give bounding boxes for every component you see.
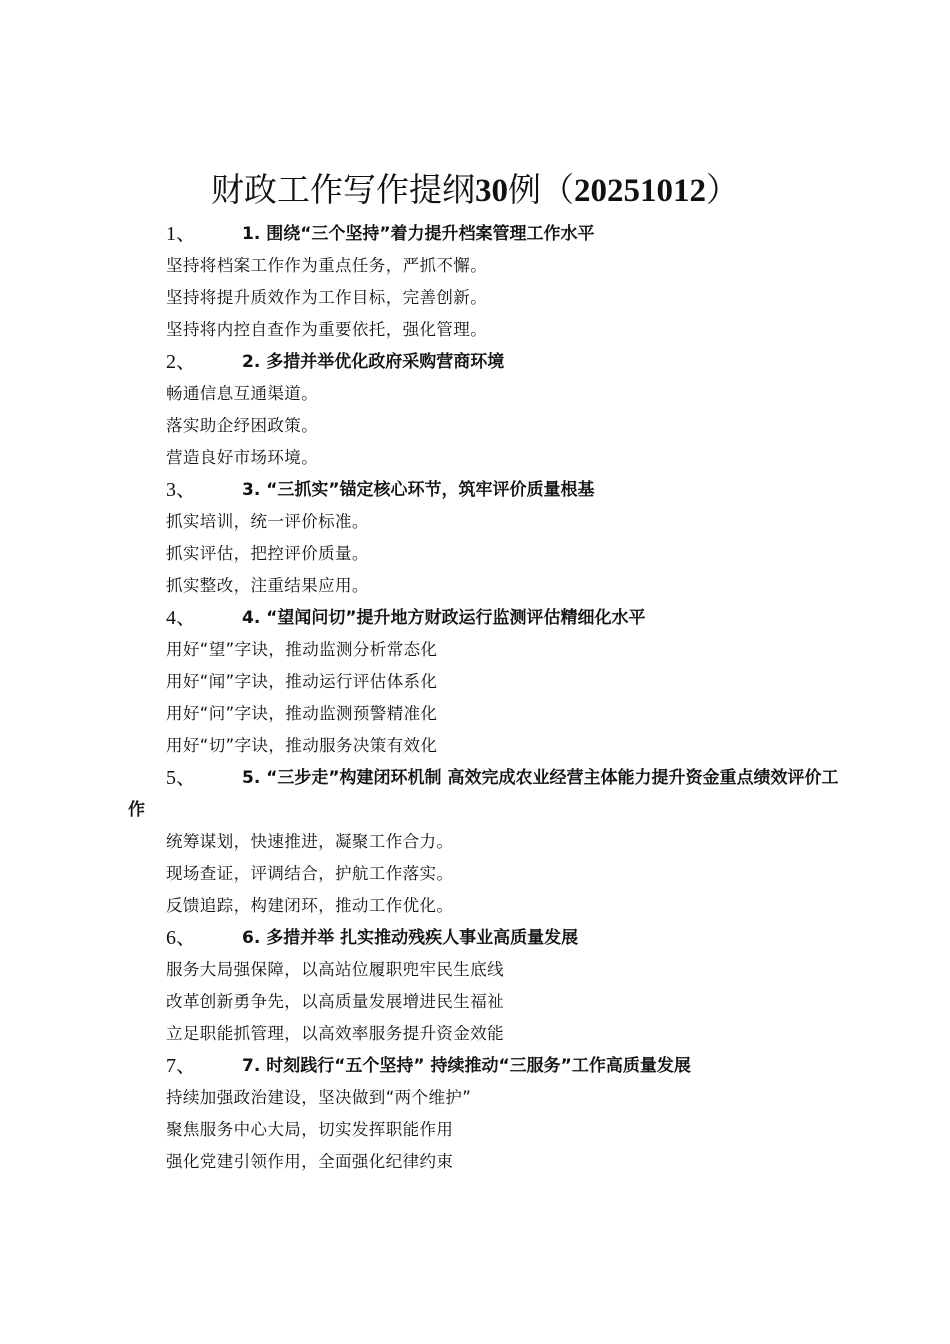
section-index: 7、 xyxy=(166,1055,196,1077)
section-heading-text: 4. “望闻问切”提升地方财政运行监测评估精细化水平 xyxy=(242,608,646,628)
section-heading-text: 7. 时刻践行“五个坚持” 持续推动“三服务”工作高质量发展 xyxy=(242,1056,691,1076)
section-heading xyxy=(128,1050,838,1082)
outline-item: 现场查证，评调结合，护航工作落实。 xyxy=(166,864,454,883)
section-heading xyxy=(128,474,838,506)
section-index: 2、 xyxy=(166,351,196,373)
section-heading xyxy=(128,346,838,378)
outline-item: 坚持将内控自查作为重要依托，强化管理。 xyxy=(166,320,488,339)
outline-item: 持续加强政治建设，坚决做到“两个维护” xyxy=(166,1088,472,1107)
title-tail: 例（ xyxy=(508,170,574,209)
title-close: ） xyxy=(706,170,739,209)
section-index: 1、 xyxy=(166,223,196,245)
title-main: 财政工作写作提纲 xyxy=(211,170,475,209)
document-title xyxy=(0,168,950,213)
outline-item: 聚焦服务中心大局，切实发挥职能作用 xyxy=(166,1120,454,1139)
outline-item: 抓实整改，注重结果应用。 xyxy=(166,576,369,595)
outline-item: 落实助企纾困政策。 xyxy=(166,416,319,435)
section-heading-text: 3. “三抓实”锚定核心环节，筑牢评价质量根基 xyxy=(242,480,595,500)
section-index: 5、 xyxy=(166,767,196,789)
title-number: 30 xyxy=(475,173,508,209)
outline-content xyxy=(128,218,838,1178)
outline-item: 畅通信息互通渠道。 xyxy=(166,384,319,403)
outline-item: 用好“问”字诀，推动监测预警精准化 xyxy=(166,704,438,723)
section-heading-text: 1. 围绕“三个坚持”着力提升档案管理工作水平 xyxy=(242,224,595,244)
outline-item: 抓实培训，统一评价标准。 xyxy=(166,512,369,531)
outline-item: 抓实评估，把控评价质量。 xyxy=(166,544,369,563)
section-heading xyxy=(128,218,838,250)
title-date: 20251012 xyxy=(574,173,706,209)
outline-item: 用好“望”字诀，推动监测分析常态化 xyxy=(166,640,438,659)
section-index: 3、 xyxy=(166,479,196,501)
section-heading-text: 5. “三步走”构建闭环机制 高效完成农业经营主体能力提升资金重点绩效评价工作 xyxy=(128,768,839,820)
section-heading xyxy=(128,602,838,634)
section-index: 4、 xyxy=(166,607,196,629)
outline-item: 反馈追踪，构建闭环，推动工作优化。 xyxy=(166,896,454,915)
section-heading-text: 6. 多措并举 扎实推动残疾人事业高质量发展 xyxy=(242,928,579,948)
outline-item: 用好“闻”字诀，推动运行评估体系化 xyxy=(166,672,438,691)
section-heading-text: 2. 多措并举优化政府采购营商环境 xyxy=(242,352,505,372)
section-heading xyxy=(128,762,838,826)
outline-item: 营造良好市场环境。 xyxy=(166,448,319,467)
outline-item: 立足职能抓管理，以高效率服务提升资金效能 xyxy=(166,1024,504,1043)
outline-item: 改革创新勇争先，以高质量发展增进民生福祉 xyxy=(166,992,504,1011)
outline-item: 用好“切”字诀，推动服务决策有效化 xyxy=(166,736,438,755)
section-heading xyxy=(128,922,838,954)
outline-item: 坚持将提升质效作为工作目标，完善创新。 xyxy=(166,288,488,307)
section-index: 6、 xyxy=(166,927,196,949)
outline-item: 服务大局强保障，以高站位履职兜牢民生底线 xyxy=(166,960,504,979)
outline-item: 强化党建引领作用，全面强化纪律约束 xyxy=(166,1152,454,1171)
outline-item: 统筹谋划，快速推进，凝聚工作合力。 xyxy=(166,832,454,851)
outline-item: 坚持将档案工作作为重点任务，严抓不懈。 xyxy=(166,256,488,275)
